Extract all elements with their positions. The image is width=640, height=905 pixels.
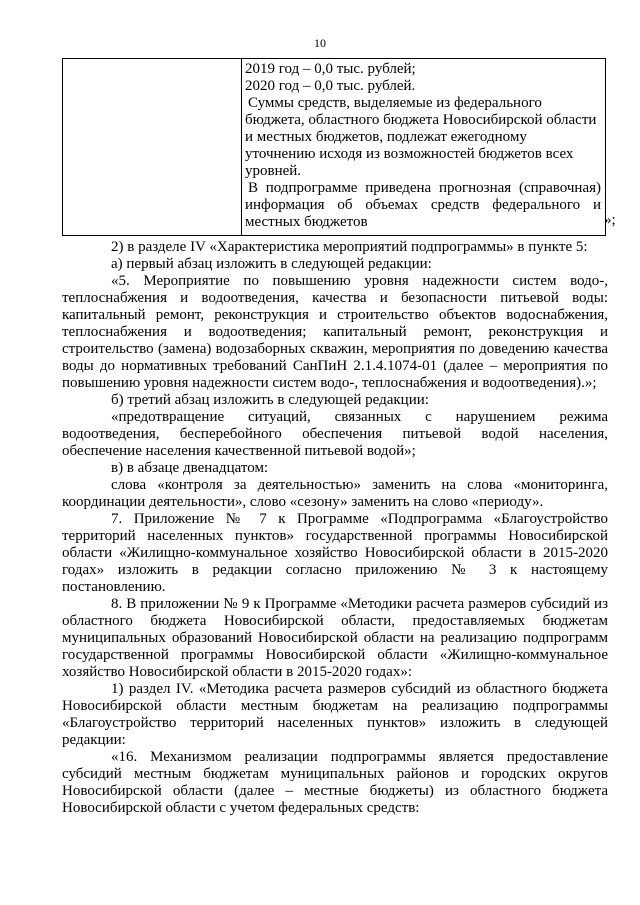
- paragraph: б) третий абзац изложить в следующей редакции:: [111, 392, 429, 408]
- table-line-2020: 2020 год – 0,0 тыс. рублей.: [245, 78, 416, 94]
- paragraph: в) в абзаце двенадцатом:: [111, 460, 269, 476]
- paragraph: «предотвращение ситуаций, связанных с нарушением режима водоотведения, бесперебойного обеспечения питьевой водой населения, обеспечение населения качественной питьевой водой»;: [62, 409, 608, 459]
- table-budget-note: Суммы средств, выделяемые из федерального бюджета, областного бюджета Новосибирской области и местных бюджетов, подлежат ежегодному уточнению исходя из возможностей бюджетов всех уровней.: [245, 95, 597, 179]
- funding-table-fragment: [62, 58, 606, 236]
- table-right-cell: [242, 59, 605, 235]
- paragraph: 7. Приложение № 7 к Программе «Подпрограмма «Благоустройство территорий населенных пунктов» государственной программы Новосибирской области «Жилищно-коммунальное хозяйство Новосибирской области в 2015-2020 годах» изложить в редакции согласно приложению № 3 к настоящему постановлению.: [62, 511, 608, 595]
- paragraph: а) первый абзац изложить в следующей редакции:: [111, 256, 432, 272]
- closing-quote-mark: »;: [604, 212, 616, 228]
- paragraph: «5. Мероприятие по повышению уровня надежности систем водо-, теплоснабжения и водоотведения, качества и безопасности питьевой воды: капитальный ремонт, реконструкция и строительство объектов водоснабжения, теплоснабжения и водоотведения; капитальный ремонт, реконструкция и строительство (замена) водозаборных скважин, мероприятия по доведению качества воды до нормативных требований СанПиН 2.1.4.1074-01 (далее – мероприятия по повышению уровня надежности систем водо-, теплоснабжения и водоотведения).»;: [62, 273, 608, 391]
- table-forecast-note: В подпрограмме приведена прогнозная (справочная) информация об объемах средств федерального и местных бюджетов: [245, 180, 601, 230]
- page-number: 10: [314, 36, 326, 50]
- paragraph: слова «контроля за деятельностью» заменить на слова «мониторинга, координации деятельности», слово «сезону» заменить на слово «периоду».: [62, 477, 608, 510]
- table-left-cell: [63, 59, 242, 235]
- paragraph: 2) в разделе IV «Характеристика мероприятий подпрограммы» в пункте 5:: [111, 239, 588, 255]
- document-body: [62, 239, 608, 817]
- paragraph: «16. Механизмом реализации подпрограммы является предоставление субсидий местным бюджетам муниципальных районов и городских округов Новосибирской области (далее – местные бюджеты) из областного бюджета Новосибирской области с учетом федеральных средств:: [62, 749, 608, 816]
- table-line-2019: 2019 год – 0,0 тыс. рублей;: [245, 61, 416, 77]
- paragraph: 8. В приложении № 9 к Программе «Методики расчета размеров субсидий из областного бюджета Новосибирской области, предоставляемых бюджетам муниципальных образований Новосибирской области на реализацию подпрограмм государственной программы Новосибирской области «Жилищно-коммунальное хозяйство Новосибирской области в 2015-2020 годах»:: [62, 596, 608, 680]
- paragraph: 1) раздел IV. «Методика расчета размеров субсидий из областного бюджета Новосибирской области местным бюджетам на реализацию подпрограммы «Благоустройство территорий населенных пунктов» изложить в следующей редакции:: [62, 681, 608, 748]
